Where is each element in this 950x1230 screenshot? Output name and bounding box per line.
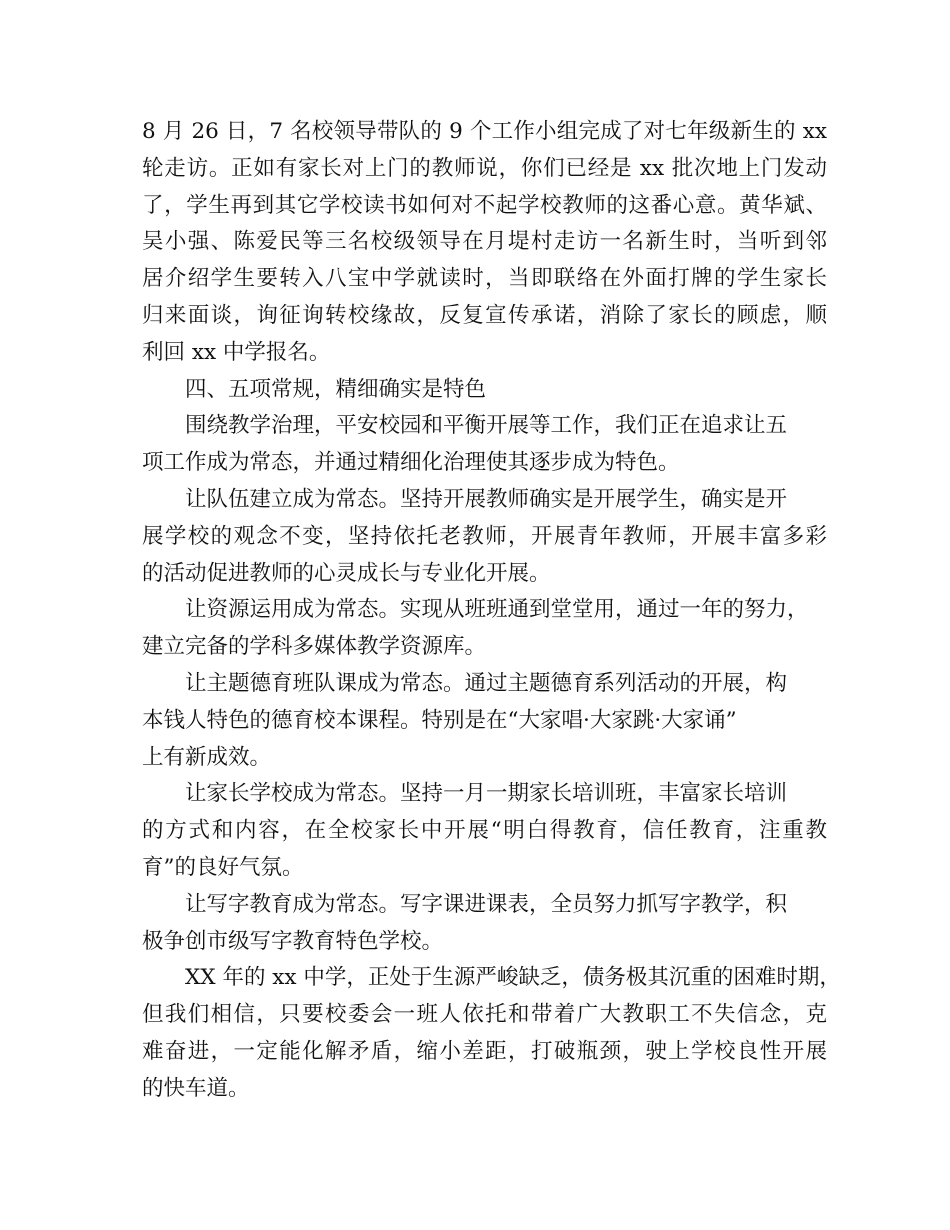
text-line: 让写字教育成为常态。写字课进课表，全员努力抓写字教学，积 <box>185 891 788 917</box>
text-line: 8 月 26 日，7 名校领导带队的 9 个工作小组完成了对七年级新生的 xx <box>142 119 827 144</box>
text-line: 轮走访。正如有家长对上门的教师说，你们已经是 xx 批次地上门发动 <box>142 155 827 181</box>
text-line: 的方式和内容，在全校家长中开展“明白得教育，信任教育，注重教 <box>142 818 827 844</box>
text-line: 项工作成为常态，并通过精细化治理使其逐步成为特色。 <box>142 450 680 476</box>
text-line: 的快车道。 <box>142 1075 250 1101</box>
section-heading: 四、五项常规，精细确实是特色 <box>185 376 487 402</box>
text-line: 让资源运用成为常态。实现从班班通到堂堂用，通过一年的努力， <box>185 597 809 623</box>
text-line: 的活动促进教师的心灵成长与专业化开展。 <box>142 560 551 586</box>
text-line: 让队伍建立成为常态。坚持开展教师确实是开展学生，确实是开 <box>185 486 788 512</box>
text-line: 归来面谈，询征询转校缘故，反复宣传承诺，消除了家长的顾虑，顺 <box>142 302 827 328</box>
text-line: 让主题德育班队课成为常态。通过主题德育系列活动的开展，构 <box>185 670 788 696</box>
document-body <box>142 114 841 1108</box>
text-line: 育”的良好气氛。 <box>142 854 304 880</box>
text-line: 利回 xx 中学报名。 <box>142 339 331 365</box>
text-line: 本钱人特色的德育校本课程。特别是在“大家唱·大家跳·大家诵” <box>142 707 737 733</box>
text-line: 让家长学校成为常态。坚持一月一期家长培训班，丰富家长培训 <box>185 781 788 807</box>
text-line: 建立完备的学科多媒体教学资源库。 <box>142 634 487 660</box>
text-line: 上有新成效。 <box>142 744 272 770</box>
text-line: 居介绍学生要转入八宝中学就读时，当即联络在外面打牌的学生家长 <box>142 266 827 292</box>
text-line: XX 年的 xx 中学，正处于生源严峻缺乏，债务极其沉重的困难时期， <box>185 965 841 991</box>
text-line: 展学校的观念不变，坚持依托老教师，开展青年教师，开展丰富多彩 <box>142 523 827 549</box>
text-line: 但我们相信，只要校委会一班人依托和带着广大教职工不失信念，克 <box>142 1002 827 1028</box>
text-line: 吴小强、陈爱民等三名校级领导在月堤村走访一名新生时，当听到邻 <box>142 229 827 255</box>
text-line: 极争创市级写字教育特色学校。 <box>142 928 444 954</box>
text-line: 难奋进，一定能化解矛盾，缩小差距，打破瓶颈，驶上学校良性开展 <box>142 1038 827 1064</box>
text-line: 了，学生再到其它学校读书如何对不起学校教师的这番心意。黄华斌、 <box>142 192 827 218</box>
text-line: 围绕教学治理，平安校园和平衡开展等工作，我们正在追求让五 <box>185 413 788 439</box>
